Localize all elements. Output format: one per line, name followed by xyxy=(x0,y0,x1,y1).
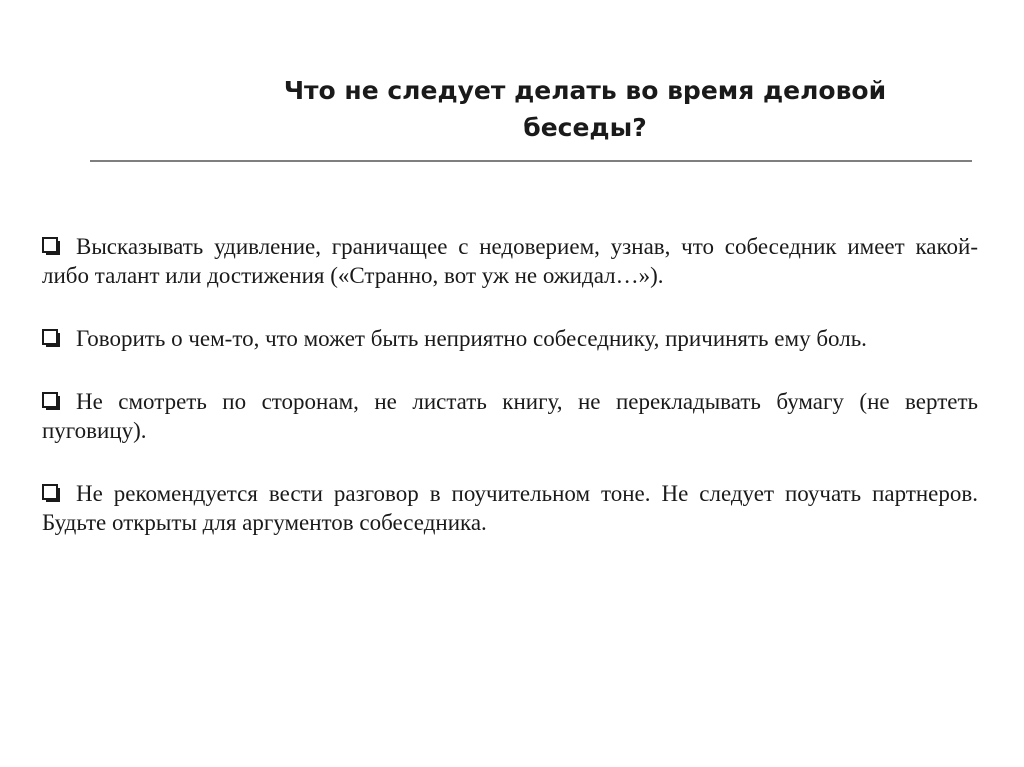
list-item xyxy=(42,232,978,290)
checkbox-icon xyxy=(42,484,58,500)
list-item-text: Не смотреть по сторонам, не листать книгу, не перекладывать бумагу (не вертеть пуговицу). xyxy=(42,389,978,443)
list-item-text: Высказывать удивление, граничащее с недоверием, узнав, что собеседник имеет какой-либо талант или достижения («Странно, вот уж не ожидал…»). xyxy=(42,234,978,288)
title-divider xyxy=(90,160,972,162)
list-item-text: Говорить о чем-то, что может быть неприятно собеседнику, причинять ему боль. xyxy=(76,326,867,351)
list-item-text: Не рекомендуется вести разговор в поучительном тоне. Не следует поучать партнеров. Будьте открыты для аргументов собеседника. xyxy=(42,481,978,535)
list-item xyxy=(42,479,978,537)
checkbox-icon xyxy=(42,392,58,408)
list-item xyxy=(42,387,978,445)
checkbox-icon xyxy=(42,237,58,253)
list-item xyxy=(42,324,978,353)
bullet-list xyxy=(42,232,978,571)
slide-title: Что не следует делать во время деловой беседы? xyxy=(283,76,887,142)
checkbox-icon xyxy=(42,329,58,345)
